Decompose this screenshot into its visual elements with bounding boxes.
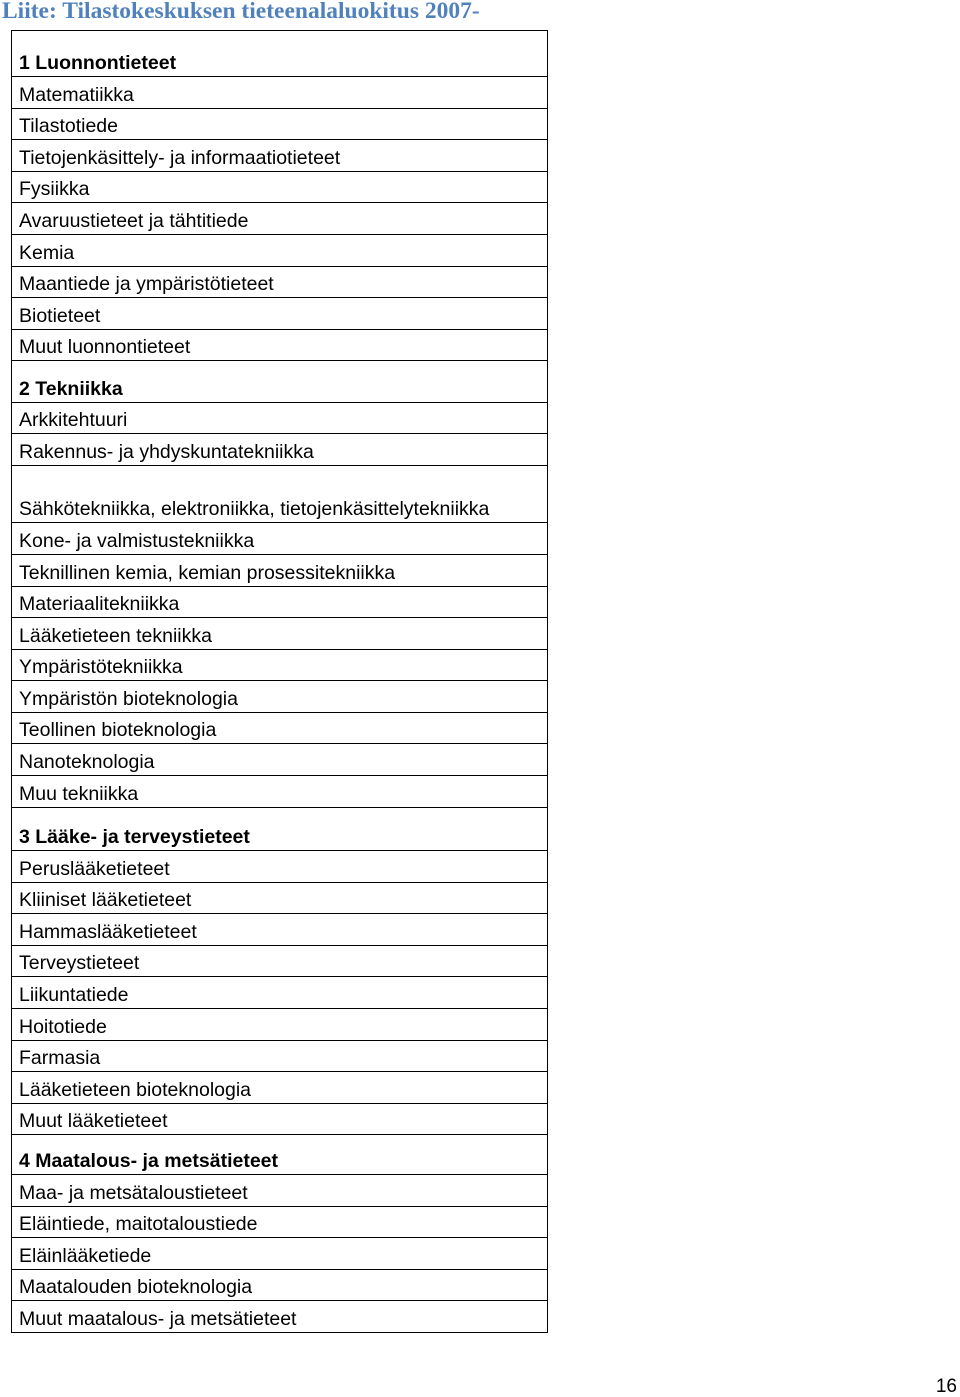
category-cell: Maa- ja metsätaloustieteet <box>12 1175 548 1207</box>
group-heading: 1 Luonnontieteet <box>12 31 548 77</box>
table-row <box>12 465 548 523</box>
category-cell: Kemia <box>12 234 548 266</box>
category-cell: Ympäristön bioteknologia <box>12 681 548 713</box>
table-row <box>12 776 548 808</box>
category-cell: Kliiniset lääketieteet <box>12 882 548 914</box>
category-cell: Eläintiede, maitotaloustiede <box>12 1206 548 1238</box>
category-cell: Materiaalitekniikka <box>12 586 548 618</box>
category-cell: Maantiede ja ympäristötieteet <box>12 266 548 298</box>
category-cell: Muut lääketieteet <box>12 1103 548 1135</box>
category-cell: Liikuntatiede <box>12 977 548 1009</box>
table-row <box>12 523 548 555</box>
table-row <box>12 171 548 203</box>
table-row <box>12 234 548 266</box>
group-heading: 3 Lääke- ja terveystieteet <box>12 807 548 850</box>
category-cell: Terveystieteet <box>12 945 548 977</box>
table-row <box>12 140 548 172</box>
category-cell: Ympäristötekniikka <box>12 649 548 681</box>
table-row <box>12 649 548 681</box>
table-row <box>12 744 548 776</box>
category-cell: Sähkötekniikka, elektroniikka, tietojenkäsittelytekniikka <box>12 465 548 523</box>
category-cell: Hammaslääketieteet <box>12 914 548 946</box>
page-number: 16 <box>935 1376 957 1397</box>
table-row <box>12 945 548 977</box>
table-row <box>12 434 548 466</box>
category-cell: Muu tekniikka <box>12 776 548 808</box>
table-row <box>12 977 548 1009</box>
category-cell: Tilastotiede <box>12 108 548 140</box>
table-row <box>12 1206 548 1238</box>
table-row <box>12 77 548 109</box>
table-row <box>12 329 548 361</box>
category-cell: Rakennus- ja yhdyskuntatekniikka <box>12 434 548 466</box>
table-row <box>12 298 548 330</box>
table-row <box>12 1103 548 1135</box>
group-heading: 4 Maatalous- ja metsätieteet <box>12 1135 548 1175</box>
table-row <box>12 108 548 140</box>
category-cell: Muut luonnontieteet <box>12 329 548 361</box>
classification-table <box>11 30 548 1333</box>
table-row <box>12 1301 548 1333</box>
group-heading-row <box>12 1135 548 1175</box>
category-cell: Avaruustieteet ja tähtitiede <box>12 203 548 235</box>
category-cell: Lääketieteen tekniikka <box>12 618 548 650</box>
category-cell: Kone- ja valmistustekniikka <box>12 523 548 555</box>
table-row <box>12 203 548 235</box>
table-row <box>12 1175 548 1207</box>
category-cell: Biotieteet <box>12 298 548 330</box>
page-title: Liite: Tilastokeskuksen tieteenalaluokitus 2007- <box>2 0 480 24</box>
table-row <box>12 851 548 883</box>
category-cell: Muut maatalous- ja metsätieteet <box>12 1301 548 1333</box>
table-row <box>12 1072 548 1104</box>
category-cell: Matematiikka <box>12 77 548 109</box>
table-row <box>12 266 548 298</box>
table-row <box>12 681 548 713</box>
table-row <box>12 882 548 914</box>
table-row <box>12 1269 548 1301</box>
table-row <box>12 618 548 650</box>
category-cell: Hoitotiede <box>12 1009 548 1041</box>
table-row <box>12 402 548 434</box>
category-cell: Farmasia <box>12 1040 548 1072</box>
group-heading: 2 Tekniikka <box>12 361 548 402</box>
table-row <box>12 1009 548 1041</box>
category-cell: Teknillinen kemia, kemian prosessitekniikka <box>12 554 548 586</box>
table-row <box>12 1040 548 1072</box>
group-heading-row <box>12 31 548 77</box>
group-heading-row <box>12 807 548 850</box>
category-cell: Teollinen bioteknologia <box>12 712 548 744</box>
category-cell: Arkkitehtuuri <box>12 402 548 434</box>
table-row <box>12 554 548 586</box>
category-cell: Peruslääketieteet <box>12 851 548 883</box>
category-cell: Fysiikka <box>12 171 548 203</box>
table-row <box>12 1238 548 1270</box>
table-row <box>12 586 548 618</box>
group-heading-row <box>12 361 548 402</box>
category-cell: Lääketieteen bioteknologia <box>12 1072 548 1104</box>
table-row <box>12 712 548 744</box>
table-row <box>12 914 548 946</box>
category-cell: Eläinlääketiede <box>12 1238 548 1270</box>
category-cell: Maatalouden bioteknologia <box>12 1269 548 1301</box>
category-cell: Tietojenkäsittely- ja informaatiotieteet <box>12 140 548 172</box>
category-cell: Nanoteknologia <box>12 744 548 776</box>
